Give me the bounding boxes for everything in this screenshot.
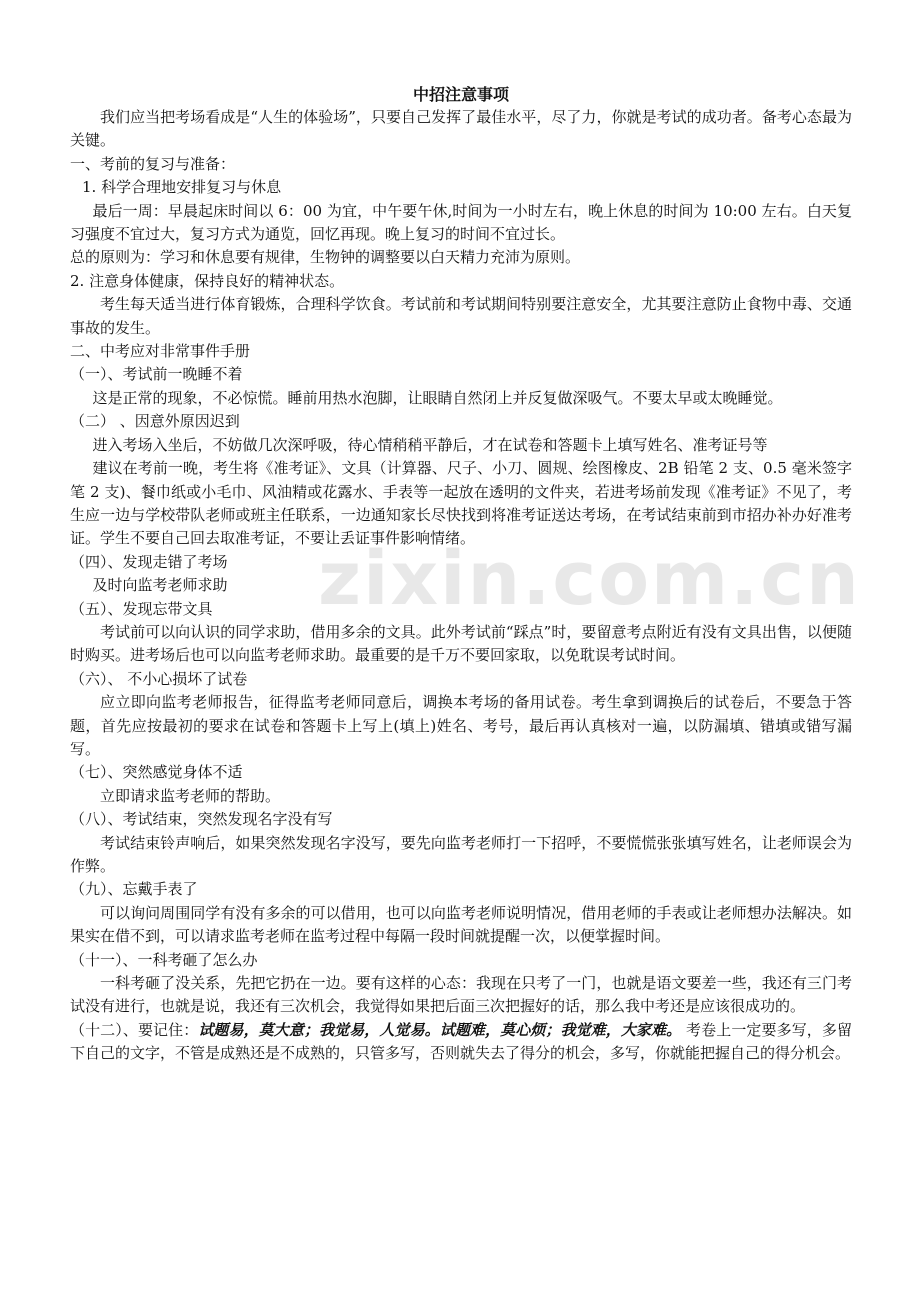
event-heading-7: （七）、突然感觉身体不适 (70, 763, 243, 782)
subsection-heading-1-1: 1. 科学合理地安排复习与休息 (82, 178, 282, 197)
event-heading-1: （一）、考试前一晚睡不着 (70, 365, 243, 384)
motto-emphasis: 试题易，莫大意；我觉易，人觉易。试题难，莫心烦；我觉难，大家难。 (198, 1020, 682, 1039)
event-paragraph-12-rest: 考卷上一定要多写，多留下自己的文字，不管是成熟还是不成熟的，只管多写，否则就失去了得分的机会，多写，你就能把握自己的得分机会。 (70, 1020, 852, 1063)
event-paragraph-2a: 进入考场入坐后，不妨做几次深呼吸，待心情稍稍平静后，才在试卷和答题卡上填写姓名、准考证号等 (92, 435, 768, 454)
event-heading-5: （五）、发现忘带文具 (70, 599, 213, 618)
event-paragraph-7: 立即请求监考老师的帮助。 (100, 786, 281, 805)
event-heading-9: （九）、忘戴手表了 (70, 880, 198, 899)
event-paragraph-4: 及时向监考老师求助 (92, 576, 228, 595)
page-title: 中招注意事项 (412, 85, 509, 104)
paragraph-health: 考生每天适当进行体育锻炼，合理科学饮食。考试前和考试期间特别要注意安全，尤其要注意防止食物中毒、交通事故的发生。 (70, 295, 852, 337)
section-heading-2: 二、中考应对非常事件手册 (70, 342, 251, 361)
event-heading-2: （二） 、因意外原因迟到 (70, 412, 240, 431)
paragraph-principle: 总的原则为：学习和休息要有规律，生物钟的调整要以白天精力充沛为原则。 (70, 248, 581, 267)
document-body (70, 84, 861, 1066)
event-paragraph-5: 考试前可以向认识的同学求助，借用多余的文具。此外考试前“踩点”时，要留意考点附近有没有文具出售，以便随时购买。进考场后也可以向监考老师求助。最重要的是千万不要回家取，以免耽误考试时间。 (70, 622, 852, 665)
paragraph-schedule: 最后一周：早晨起床时间以 6：00 为宜，中午要午休,时间为一小时左右，晚上休息的时间为 10:00 左右。白天复习强度不宜过大，复习方式为通览，回忆再现。晚上复习的时间不宜过长。 (70, 201, 852, 244)
event-heading-11: （十一）、一科考砸了怎么办 (70, 950, 258, 969)
section-heading-1: 一、考前的复习与准备： (70, 154, 236, 173)
event-paragraph-12 (70, 1019, 852, 1066)
watermark: zixin.com.cn (318, 536, 861, 622)
event-paragraph-9: 可以询问周围同学有没有多余的可以借用，也可以向监考老师说明情况，借用老师的手表或让老师想办法解决。如果实在借不到，可以请求监考老师在监考过程中每隔一段时间就提醒一次，以便掌握时间。 (70, 903, 852, 946)
event-paragraph-6: 应立即向监考老师报告，征得监考老师同意后，调换本考场的备用试卷。考生拿到调换后的试卷后，不要急于答题，首先应按最初的要求在试卷和答题卡上写上(填上)姓名、考号，最后再认真核对一遍，以防漏填、错填或错写漏写。 (70, 693, 852, 758)
event-heading-12: （十二）、要记住： (70, 1020, 199, 1039)
intro-paragraph: 我们应当把考场看成是“人生的体验场”，只要自己发挥了最佳水平，尽了力，你就是考试的成功者。备考心态最为关键。 (70, 108, 852, 150)
event-heading-6: （六）、 不小心损坏了试卷 (70, 669, 248, 688)
event-paragraph-8: 考试结束铃声响后，如果突然发现名字没写，要先向监考老师打一下招呼，不要慌慌张张填写姓名，让老师误会为作弊。 (70, 833, 852, 875)
event-paragraph-2b: 建议在考前一晚，考生将《准考证》、文具（计算器、尺子、小刀、圆规、绘图橡皮、2B 铅笔 2 支、0.5 毫米签字笔 2 支)、餐巾纸或小毛巾、风油精或花露水、手表等一起放在透明的文件夹，若进考场前发现《准考证》不见了，考生应一边与学校带队老师或班主任联系，一边通知家长尽快找到将准考证送达考场，在考试结束前到市招办补办好准考证。学生不要自己回去取准考证，不要让丢证事件影响情绪。 (70, 459, 852, 548)
event-paragraph-11: 一科考砸了没关系，先把它扔在一边。要有这样的心态：我现在只考了一门，也就是语文要差一些，我还有三门考试没有进行，也就是说，我还有三次机会，我觉得如果把后面三次把握好的话，那么我中考还是应该很成功的。 (70, 974, 852, 1016)
event-heading-4: （四）、发现走错了考场 (70, 552, 228, 571)
event-paragraph-1: 这是正常的现象，不必惊慌。睡前用热水泡脚，让眼睛自然闭上并反复做深吸气。不要太早或太晚睡觉。 (92, 388, 783, 407)
event-heading-8: （八）、考试结束，突然发现名字没有写 (70, 810, 333, 829)
subsection-heading-1-2: 2. 注意身体健康，保持良好的精神状态。 (70, 271, 345, 290)
